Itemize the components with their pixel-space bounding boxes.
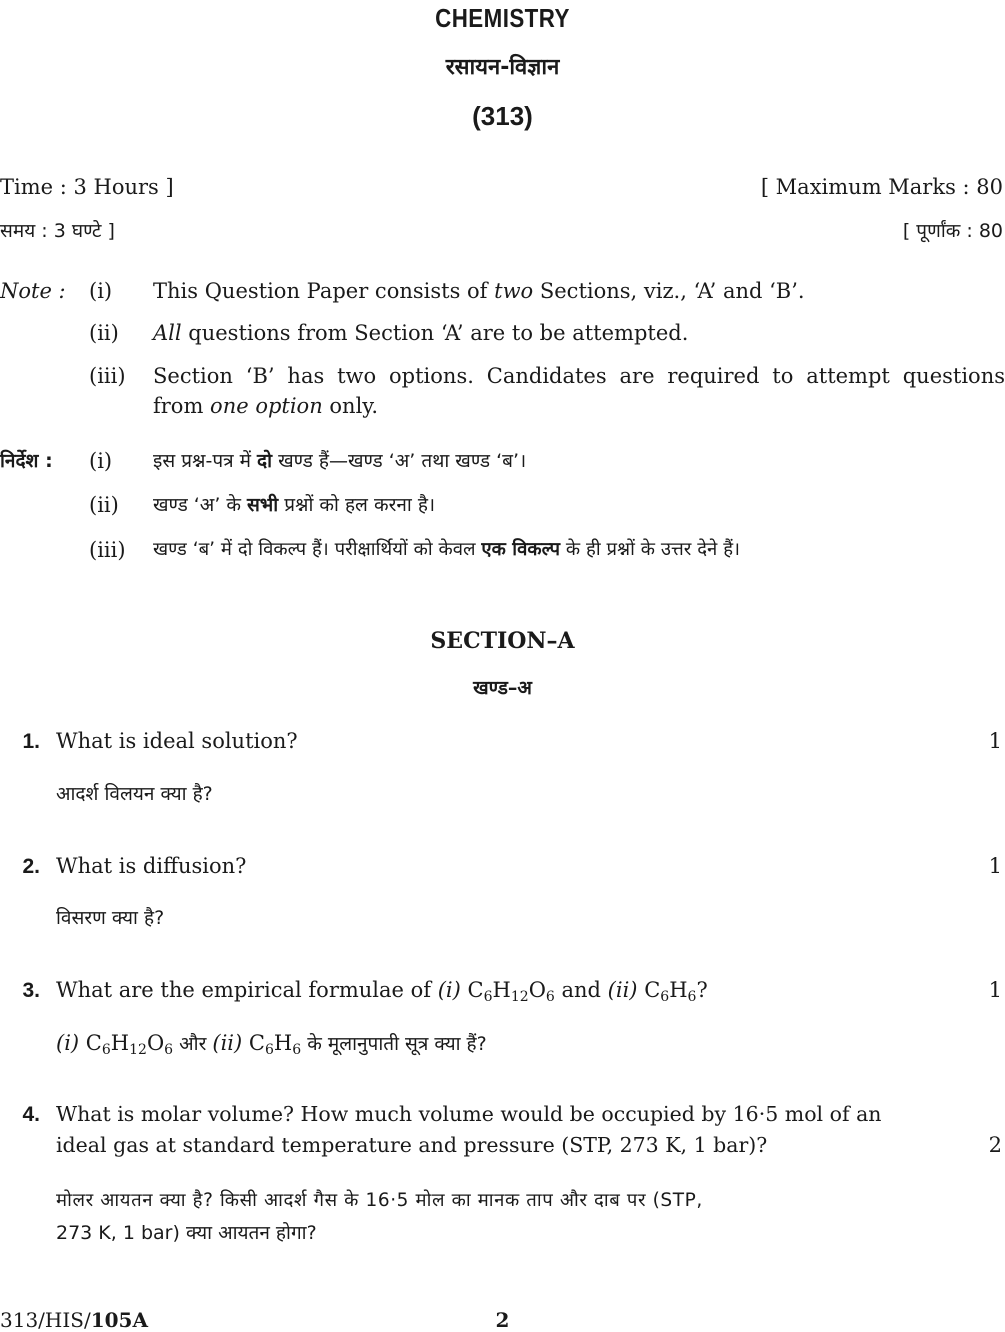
- subject-code: (313): [472, 101, 533, 131]
- subject-title-en: CHEMISTRY: [435, 3, 570, 33]
- question-text-hi: आदर्श विलयन क्या है?: [56, 783, 213, 805]
- nirdesh-num-1: (i): [89, 449, 113, 473]
- note-item-2: All questions from Section ‘A’ are to be attempted.: [153, 321, 689, 345]
- note-num-2: (ii): [89, 321, 119, 345]
- question-number: 4.: [22, 1103, 40, 1126]
- max-marks-en: [ Maximum Marks : 80: [760, 175, 1003, 199]
- question-number: 2.: [22, 855, 40, 878]
- nirdesh-num-3: (iii): [89, 538, 126, 562]
- nirdesh-item-3: खण्ड ‘ब’ में दो विकल्प हैं। परीक्षार्थियों को केवल एक विकल्प के ही प्रश्नों के उत्तर देने हैं।: [153, 539, 741, 560]
- section-title-hi: खण्ड–अ: [473, 677, 532, 699]
- question-marks: 1: [988, 854, 1002, 878]
- question-text-hi: मोलर आयतन क्या है? किसी आदर्श गैस के 16·5 मोल का मानक ताप और दाब पर (STP, 273 K, 1 bar) क्या आयतन होगा?: [56, 1190, 703, 1244]
- nirdesh-item-2: खण्ड ‘अ’ के सभी प्रश्नों को हल करना है।: [153, 494, 436, 516]
- time-en: Time : 3 Hours ]: [0, 175, 174, 199]
- question-number: 1.: [22, 730, 40, 753]
- note-num-3: (iii): [89, 364, 126, 388]
- note-item-3: Section ‘B’ has two options. Candidates are required to attempt questions from one option only.: [153, 364, 1005, 418]
- question-text-hi: विसरण क्या है?: [56, 907, 165, 929]
- section-title-en: SECTION–A: [430, 628, 575, 654]
- note-label: Note :: [0, 279, 66, 303]
- question-text-hi: (i) $C_6H_{12}O_6$ और (ii) $C_6H_6$ के मूलानुपाती सूत्र क्या हैं?: [56, 1031, 487, 1058]
- subject-title-hi: रसायन-विज्ञान: [445, 55, 560, 80]
- note-item-1: This Question Paper consists of two Sections, viz., ‘A’ and ‘B’.: [153, 279, 805, 303]
- nirdesh-num-2: (ii): [89, 493, 119, 517]
- question-text-en: What is molar volume? How much volume would be occupied by 16·5 mol of an ideal gas at standard temperature and pressure (STP, 273 K, 1 bar)?: [56, 1102, 882, 1157]
- question-marks: 1: [988, 978, 1002, 1002]
- time-hi: समय : 3 घण्टे ]: [0, 220, 115, 242]
- nirdesh-item-1: इस प्रश्न-पत्र में दो खण्ड हैं—खण्ड ‘अ’ तथा खण्ड ‘ब’।: [153, 450, 527, 472]
- page-number: 2: [495, 1308, 510, 1332]
- note-num-1: (i): [89, 279, 113, 303]
- question-text-en: What is diffusion?: [56, 854, 247, 878]
- nirdesh-label: निर्देश :: [0, 450, 53, 472]
- question-text-en: What are the empirical formulae of (i) $C_6H_{12}O_6$ and (ii) $C_6H_6$?: [56, 978, 708, 1005]
- question-number: 3.: [22, 979, 40, 1002]
- paper-code: 313/HIS/105A: [0, 1308, 148, 1332]
- max-marks-hi: [ पूर्णांक : 80: [902, 220, 1003, 242]
- question-marks: 1: [988, 729, 1002, 753]
- question-text-en: What is ideal solution?: [56, 729, 298, 753]
- question-marks: 2: [988, 1133, 1002, 1157]
